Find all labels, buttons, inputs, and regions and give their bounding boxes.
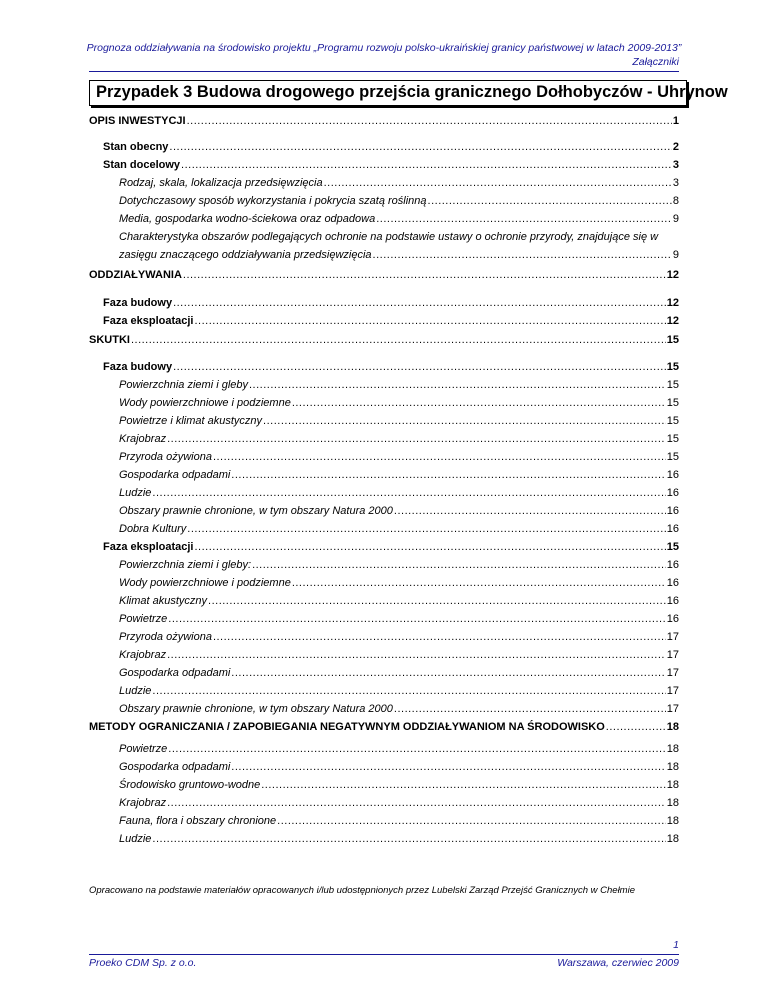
toc-leader-dots (195, 540, 666, 554)
toc-page-number: 12 (666, 269, 679, 281)
footer-divider (89, 954, 679, 955)
toc-entry[interactable] (119, 794, 679, 810)
toc-entry-text: Stan obecny (103, 141, 169, 153)
toc-leader-dots (181, 158, 672, 172)
toc-leader-dots (606, 720, 666, 734)
toc-leader-dots (231, 760, 665, 774)
toc-page-number: 16 (666, 613, 679, 625)
toc-entry-text: Wody powierzchniowe i podziemne (119, 577, 291, 589)
toc-entry-text: Ludzie (119, 833, 152, 845)
toc-entry[interactable] (119, 830, 679, 846)
toc-page-number: 16 (666, 505, 679, 517)
toc-entry[interactable] (119, 740, 679, 756)
toc-page-number: 18 (666, 797, 679, 809)
toc-page-number: 18 (666, 721, 679, 733)
toc-leader-dots (263, 414, 666, 428)
toc-leader-dots (249, 378, 666, 392)
toc-entry[interactable] (119, 776, 679, 792)
toc-entry-text: Dotychczasowy sposób wykorzystania i pokrycia szatą roślinną (119, 195, 427, 207)
toc-leader-dots (167, 648, 666, 662)
toc-entry[interactable] (119, 520, 679, 536)
toc-entry-text: Faza budowy (103, 297, 173, 309)
toc-leader-dots (252, 558, 666, 572)
toc-page-number: 15 (666, 397, 679, 409)
toc-leader-dots (277, 814, 666, 828)
toc-entry[interactable] (119, 592, 679, 608)
toc-leader-dots (261, 778, 666, 792)
toc-entry[interactable] (119, 192, 679, 208)
document-header-title: Prognoza oddziaływania na środowisko projektu „Programu rozwoju polsko-ukraińskiej granicy państwowej w latach 2009-2013” (86, 42, 682, 54)
toc-page-number: 9 (672, 213, 679, 225)
toc-entry[interactable] (119, 556, 679, 572)
toc-leader-dots (152, 486, 665, 500)
toc-entry-text: Media, gospodarka wodno-ściekowa oraz odpadowa (119, 213, 376, 225)
toc-leader-dots (168, 742, 665, 756)
toc-entry-text: Faza budowy (103, 361, 173, 373)
toc-leader-dots (169, 140, 671, 154)
toc-entry[interactable] (119, 664, 679, 680)
toc-leader-dots (428, 194, 672, 208)
toc-entry-text: METODY OGRANICZANIA / ZAPOBIEGANIA NEGATYWNYM ODDZIAŁYWANIOM NA ŚRODOWISKO (89, 721, 605, 733)
toc-entry[interactable] (119, 682, 679, 698)
toc-page-number: 16 (666, 577, 679, 589)
toc-entry-text: Faza eksploatacji (103, 541, 194, 553)
toc-page-number: 15 (666, 379, 679, 391)
toc-entry-text: Rodzaj, skala, lokalizacja przedsięwzięcia (119, 177, 323, 189)
toc-page-number: 16 (666, 469, 679, 481)
footer-place-date: Warszawa, czerwiec 2009 (557, 957, 679, 969)
toc-page-number: 16 (666, 487, 679, 499)
source-note: Opracowano na podstawie materiałów opracowanych i/lub udostępnionych przez Lubelski Zarząd Przejść Granicznych w Chełmie (89, 885, 635, 896)
header-divider (89, 71, 679, 72)
toc-leader-dots (213, 630, 666, 644)
toc-entry[interactable] (119, 812, 679, 828)
toc-page-number: 17 (666, 685, 679, 697)
document-header-section: Załączniki (632, 56, 679, 68)
toc-page-number: 17 (666, 667, 679, 679)
footer-company: Proeko CDM Sp. z o.o. (89, 957, 197, 969)
toc-leader-dots (324, 176, 672, 190)
toc-page-number: 15 (666, 334, 679, 346)
toc-leader-dots (187, 114, 672, 128)
toc-entry[interactable] (119, 758, 679, 774)
toc-entry-text: Krajobraz (119, 649, 167, 661)
toc-leader-dots (373, 248, 672, 262)
toc-entry-text: Dobra Kultury (119, 523, 187, 535)
toc-page-number: 12 (666, 315, 679, 327)
toc-entry-text: Powierzchnia ziemi i gleby (119, 379, 248, 391)
toc-leader-dots (173, 360, 666, 374)
toc-page-number: 16 (666, 595, 679, 607)
toc-entry[interactable] (89, 266, 679, 282)
toc-entry[interactable] (103, 156, 679, 172)
toc-entry[interactable] (103, 538, 679, 554)
toc-entry[interactable] (119, 466, 679, 482)
toc-entry[interactable] (103, 138, 679, 154)
toc-entry-text: Przyroda ożywiona (119, 451, 212, 463)
toc-leader-dots (376, 212, 672, 226)
toc-page-number: 18 (666, 761, 679, 773)
toc-entry[interactable] (119, 210, 679, 226)
toc-page-number: 15 (666, 415, 679, 427)
toc-entry[interactable] (119, 646, 679, 662)
toc-leader-dots (213, 450, 666, 464)
toc-page-number: 12 (666, 297, 679, 309)
toc-leader-dots (168, 612, 665, 626)
toc-entry-text: zasięgu znaczącego oddziaływania przedsięwzięcia (119, 249, 372, 261)
toc-entry-text: Powietrze (119, 743, 168, 755)
toc-page-number: 16 (666, 523, 679, 535)
page-number: 1 (673, 939, 679, 951)
toc-leader-dots (167, 432, 666, 446)
toc-leader-dots (173, 296, 666, 310)
toc-entry-text: Gospodarka odpadami (119, 469, 231, 481)
toc-entry-text: Ludzie (119, 685, 152, 697)
toc-page-number: 3 (672, 177, 679, 189)
toc-page-number: 16 (666, 559, 679, 571)
toc-entry-text: Wody powierzchniowe i podziemne (119, 397, 291, 409)
toc-entry[interactable] (119, 394, 679, 410)
toc-entry-text: Środowisko gruntowo-wodne (119, 779, 261, 791)
toc-leader-dots (394, 702, 666, 716)
toc-entry-text: Klimat akustyczny (119, 595, 208, 607)
toc-entry[interactable] (119, 502, 679, 518)
toc-page-number: 1 (672, 115, 679, 127)
toc-entry-text: Fauna, flora i obszary chronione (119, 815, 277, 827)
toc-leader-dots (187, 522, 665, 536)
toc-entry-text: Stan docelowy (103, 159, 181, 171)
toc-entry[interactable] (119, 174, 679, 190)
toc-leader-dots (231, 666, 665, 680)
toc-leader-dots (167, 796, 666, 810)
toc-entry-text: Obszary prawnie chronione, w tym obszary Natura 2000 (119, 703, 393, 715)
toc-entry-text: Powietrze (119, 613, 168, 625)
toc-entry-text: Gospodarka odpadami (119, 761, 231, 773)
toc-leader-dots (208, 594, 666, 608)
toc-leader-dots (131, 333, 666, 347)
toc-entry-text: Charakterystyka obszarów podlegających ochronie na podstawie ustawy o ochronie przyrody, znajdujące się w (119, 231, 659, 243)
toc-entry-text: Powietrze i klimat akustyczny (119, 415, 263, 427)
toc-entry[interactable] (119, 700, 679, 716)
toc-entry-text: OPIS INWESTYCJI (89, 115, 186, 127)
toc-leader-dots (394, 504, 666, 518)
toc-entry-text: ODDZIAŁYWANIA (89, 269, 182, 281)
toc-page-number: 2 (672, 141, 679, 153)
toc-leader-dots (183, 268, 666, 282)
case-title: Przypadek 3 Budowa drogowego przejścia granicznego Dołhobyczów - Uhrynow (96, 83, 728, 101)
toc-page-number: 15 (666, 541, 679, 553)
toc-entry[interactable] (119, 448, 679, 464)
toc-entry[interactable] (119, 484, 679, 500)
toc-page-number: 17 (666, 649, 679, 661)
toc-entry[interactable] (103, 294, 679, 310)
toc-leader-dots (152, 684, 665, 698)
toc-page-number: 17 (666, 631, 679, 643)
toc-page-number: 18 (666, 779, 679, 791)
toc-entry[interactable] (89, 718, 679, 734)
toc-entry-text: Obszary prawnie chronione, w tym obszary Natura 2000 (119, 505, 393, 517)
toc-page-number: 18 (666, 833, 679, 845)
toc-entry[interactable] (89, 112, 679, 128)
toc-page-number: 18 (666, 815, 679, 827)
toc-page-number: 17 (666, 703, 679, 715)
toc-entry-text: Ludzie (119, 487, 152, 499)
toc-entry[interactable] (119, 610, 679, 626)
toc-page-number: 3 (672, 159, 679, 171)
toc-page-number: 15 (666, 361, 679, 373)
toc-page-number: 15 (666, 433, 679, 445)
toc-entry-text: Krajobraz (119, 433, 167, 445)
toc-leader-dots (231, 468, 665, 482)
toc-entry-text: SKUTKI (89, 334, 130, 346)
toc-entry[interactable] (119, 628, 679, 644)
toc-entry-text: Przyroda ożywiona (119, 631, 212, 643)
toc-leader-dots (292, 576, 666, 590)
toc-entry[interactable] (103, 358, 679, 374)
toc-page-number: 18 (666, 743, 679, 755)
toc-entry-text: Krajobraz (119, 797, 167, 809)
toc-entry[interactable] (119, 430, 679, 446)
toc-entry-text: Powierzchnia ziemi i gleby: (119, 559, 252, 571)
toc-entry[interactable] (119, 246, 679, 262)
toc-leader-dots (195, 314, 666, 328)
case-title-box (89, 80, 728, 106)
toc-entry[interactable] (119, 574, 679, 590)
toc-page-number: 15 (666, 451, 679, 463)
toc-entry[interactable] (119, 412, 679, 428)
toc-leader-dots (152, 832, 665, 846)
toc-entry-text: Gospodarka odpadami (119, 667, 231, 679)
toc-entry-text: Faza eksploatacji (103, 315, 194, 327)
toc-page-number: 9 (672, 249, 679, 261)
toc-page-number: 8 (672, 195, 679, 207)
toc-leader-dots (292, 396, 666, 410)
toc-entry[interactable] (119, 376, 679, 392)
toc-entry[interactable] (103, 312, 679, 328)
toc-entry[interactable] (89, 331, 679, 347)
